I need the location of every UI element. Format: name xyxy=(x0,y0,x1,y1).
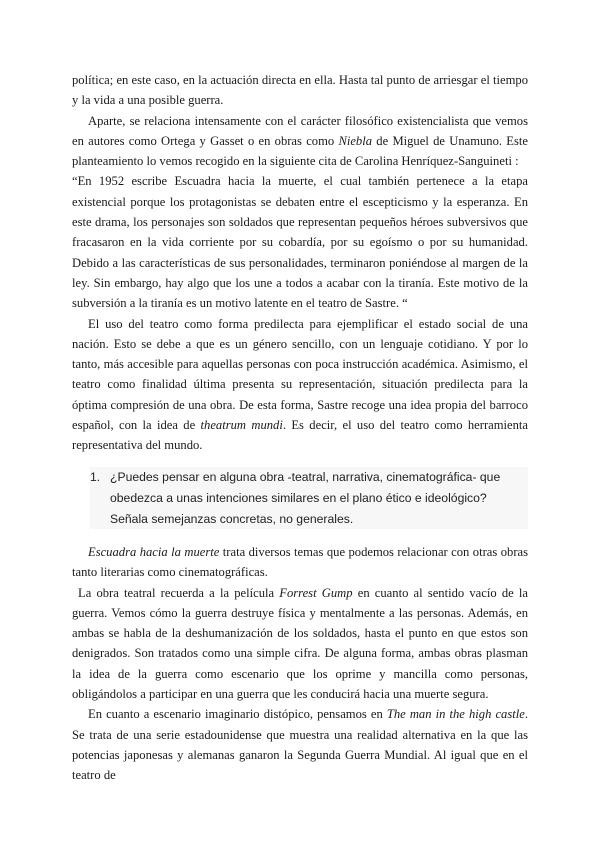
paragraph-1: política; en este caso, en la actuación directa en ella. Hasta tal punto de arriesgar el tiempo y la vida a una posible guerra. xyxy=(72,73,528,108)
paragraph-3-text-a: El uso del teatro como forma predilecta para ejemplificar el estado social de una nación. Esto se debe a que es un género sencillo, con un lenguaje cotidiano. Y por lo tanto, más accesible para aquellas personas con poca instrucción académica. Asimismo, el teatro como finalidad última presenta su representación, situación predilecta para la óptima compresión de una obra. De esta forma, Sastre recoge una idea propia del barroco español, con la idea de xyxy=(72,316,528,433)
paragraph-3-theatrum-mundi: theatrum mundi xyxy=(200,418,283,433)
body-text-lower xyxy=(72,542,528,786)
paragraph-6-text-a: En cuanto a escenario imaginario distópico, pensamos en xyxy=(88,707,387,722)
paragraph-4 xyxy=(72,542,528,583)
paragraph-2 xyxy=(72,111,528,172)
question-text: ¿Puedes pensar en alguna obra -teatral, narrativa, cinematográfica- que obedezca a unas intenciones similares en el plano ético e ideológico? Señala semejanzas concretas, no generales. xyxy=(110,470,501,526)
paragraph-5-forrest-gump: Forrest Gump xyxy=(279,585,353,600)
body-text-upper xyxy=(72,70,528,456)
paragraph-5-text-a: La obra teatral recuerda a la película xyxy=(78,585,280,600)
question-item xyxy=(90,467,520,530)
paragraph-4-title: Escuadra hacia la muerte xyxy=(88,545,220,559)
paragraph-2-text-a: Aparte, se relaciona intensamente con el carácter filosófico existencialista que vemos en autores como Ortega y Gasset o en obras como xyxy=(72,113,528,148)
paragraph-6-text-b: . Se trata de una serie estadounidense que muestra una realidad alternativa en la que las potencias japonesas y alemanas ganaron la Segunda Guerra Mundial. Al igual que en el teatro de xyxy=(72,707,528,783)
paragraph-6 xyxy=(72,704,528,785)
paragraph-2-text-b: de Miguel de Unamuno. Este planteamiento lo vemos recogido en la siguiente cita de Carolina Henríquez-Sanguineti : xyxy=(72,133,528,169)
paragraph-3-text-b: . Es decir, el uso del teatro como herramienta representativa del mundo. xyxy=(72,418,529,453)
paragraph-2-title-niebla: Niebla xyxy=(338,133,373,148)
quote-paragraph: “En 1952 escribe Escuadra hacia la muerte, el cual también pertenece a la etapa existencial porque los protagonistas se debaten entre el escepticismo y la esperanza. En este drama, los personajes son soldados que representan pequeños héroes subversivos que fracasaron en la vida corriente por su cobardía, por su egoísmo o por su humanidad. Debido a las características de sus personalidades, terminaron poniéndose al margen de la ley. Sin embargo, hay algo que los une a todos a acabar con la tiranía. Este motivo de la subversión a la tiranía es un motivo latente en el teatro de Sastre. “ xyxy=(72,174,528,311)
paragraph-6-series-title: The man in the high castle xyxy=(386,707,525,722)
question-number: 1. xyxy=(90,470,101,484)
paragraph-5-text-b: en cuanto al sentido vacío de la guerra. Vemos cómo la guerra destruye física y mentalmente a las personas. Además, en ambas se habla de la deshumanización de los soldados, hasta el punto en que estos son denigrados. Son tratados como una simple cifra. De alguna forma, ambas obras plasman la idea de la guerra como escenario que los oprime y mancilla como personas, obligándolos a participar en una guerra que les conducirá hacia una muerte segura. xyxy=(72,585,528,702)
paragraph-4-text: trata diversos temas que podemos relacionar con otras obras tanto literarias como cinematográficas. xyxy=(72,545,529,580)
paragraph-5 xyxy=(72,583,528,705)
paragraph-3 xyxy=(72,314,528,456)
